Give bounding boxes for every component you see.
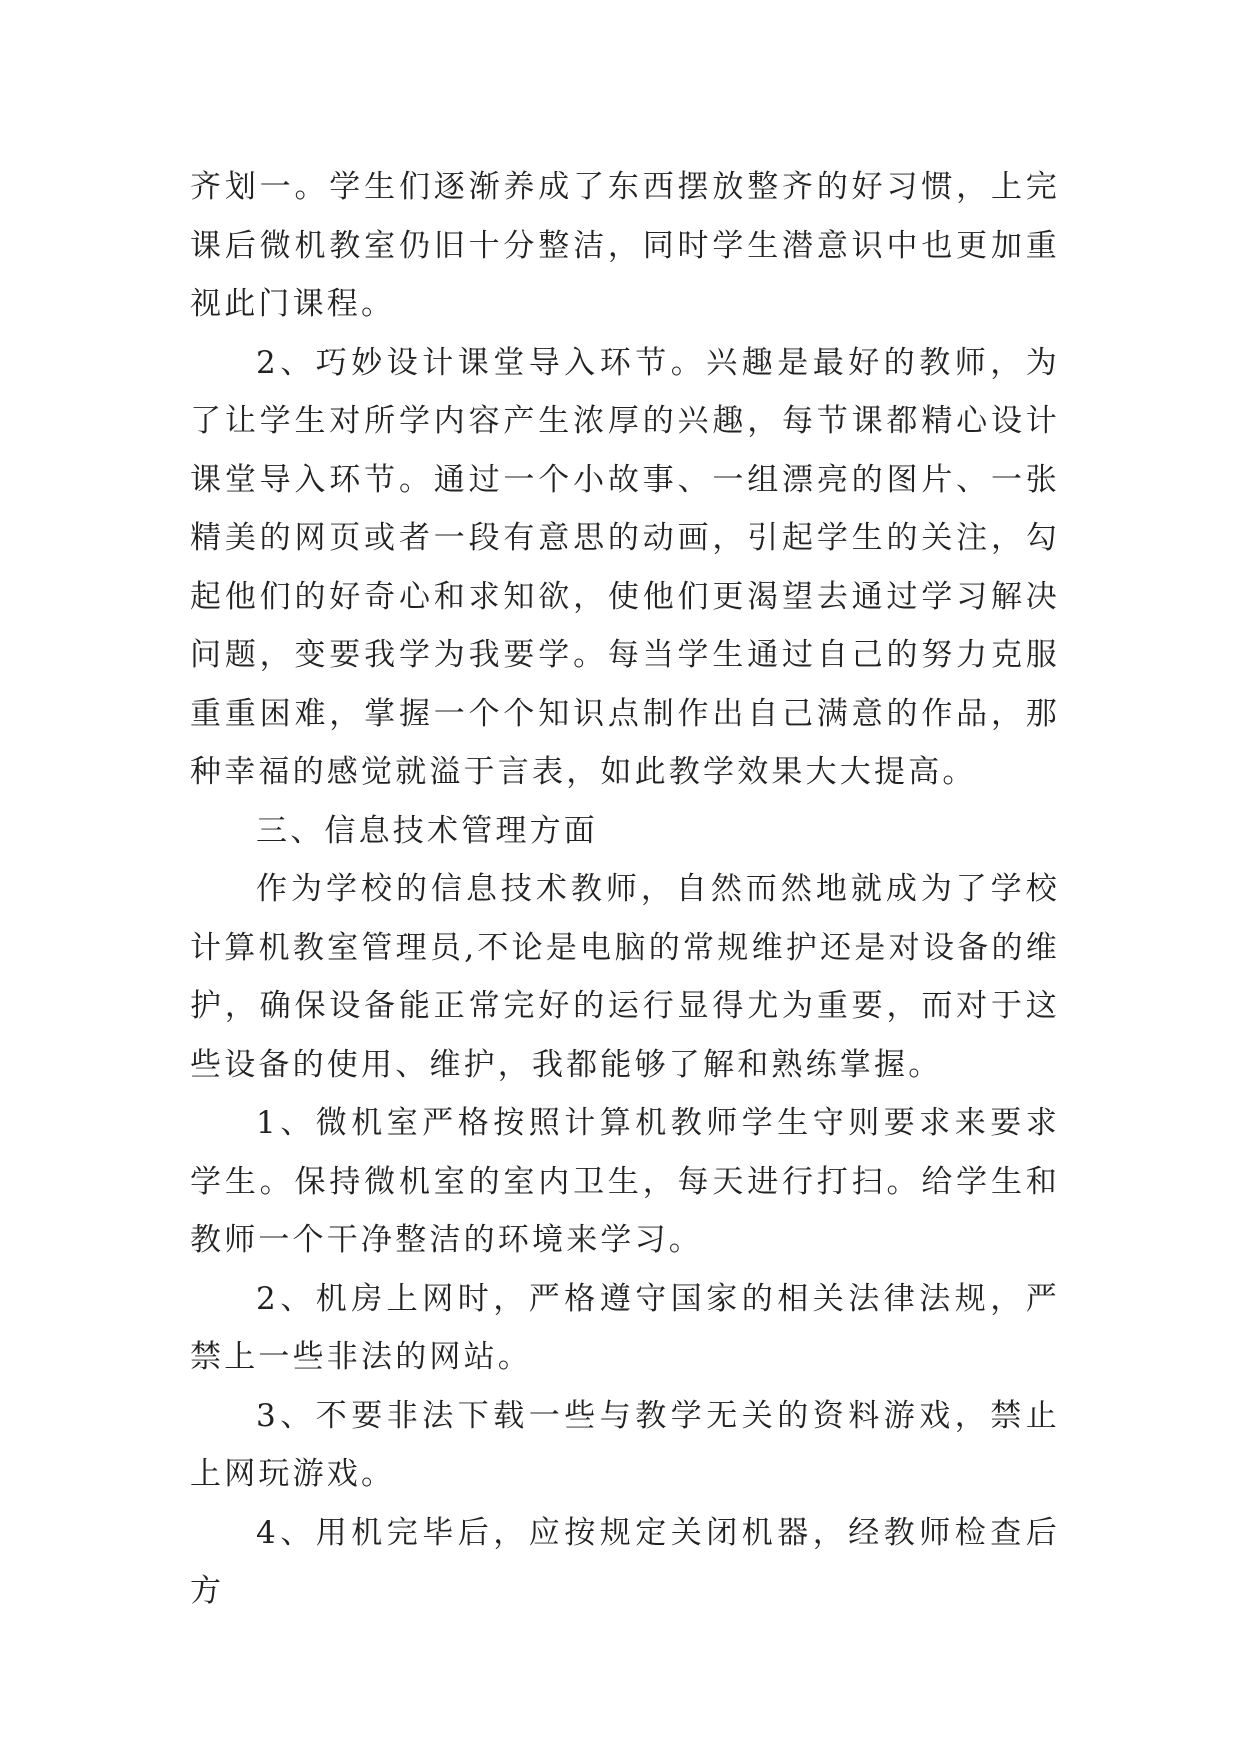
paragraph-rule-1: 1、微机室严格按照计算机教师学生守则要求来要求学生。保持微机室的室内卫生，每天进行打扫。给学生和教师一个干净整洁的环境来学习。 [190,1105,1060,1258]
document-body [190,158,1060,1621]
paragraph-rule-3: 3、不要非法下载一些与教学无关的资料游戏，禁止上网玩游戏。 [190,1397,1060,1492]
paragraph-rule-2: 2、机房上网时，严格遵守国家的相关法律法规，严禁上一些非法的网站。 [190,1280,1060,1375]
paragraph-continuation: 齐划一。学生们逐渐养成了东西摆放整齐的好习惯，上完课后微机教室仍旧十分整洁，同时学生潜意识中也更加重视此门课程。 [190,169,1060,322]
paragraph-rule-4: 4、用机完毕后，应按规定关闭机器，经教师检查后方 [190,1514,1060,1609]
paragraph-classroom-intro: 2、巧妙设计课堂导入环节。兴趣是最好的教师，为了让学生对所学内容产生浓厚的兴趣，每节课都精心设计课堂导入环节。通过一个小故事、一组漂亮的图片、一张精美的网页或者一段有意思的动画，引起学生的关注，勾起他们的好奇心和求知欲，使他们更渴望去通过学习解决问题，变要我学为我要学。每当学生通过自己的努力克服重重困难，掌握一个个知识点制作出自己满意的作品，那种幸福的感觉就溢于言表，如此教学效果大大提高。 [190,344,1060,790]
paragraph-management-overview: 作为学校的信息技术教师，自然而然地就成为了学校计算机教室管理员,不论是电脑的常规维护还是对设备的维护，确保设备能正常完好的运行显得尤为重要，而对于这些设备的使用、维护，我都能够了解和熟练掌握。 [190,871,1060,1083]
section-heading-management: 三、信息技术管理方面 [256,812,598,849]
